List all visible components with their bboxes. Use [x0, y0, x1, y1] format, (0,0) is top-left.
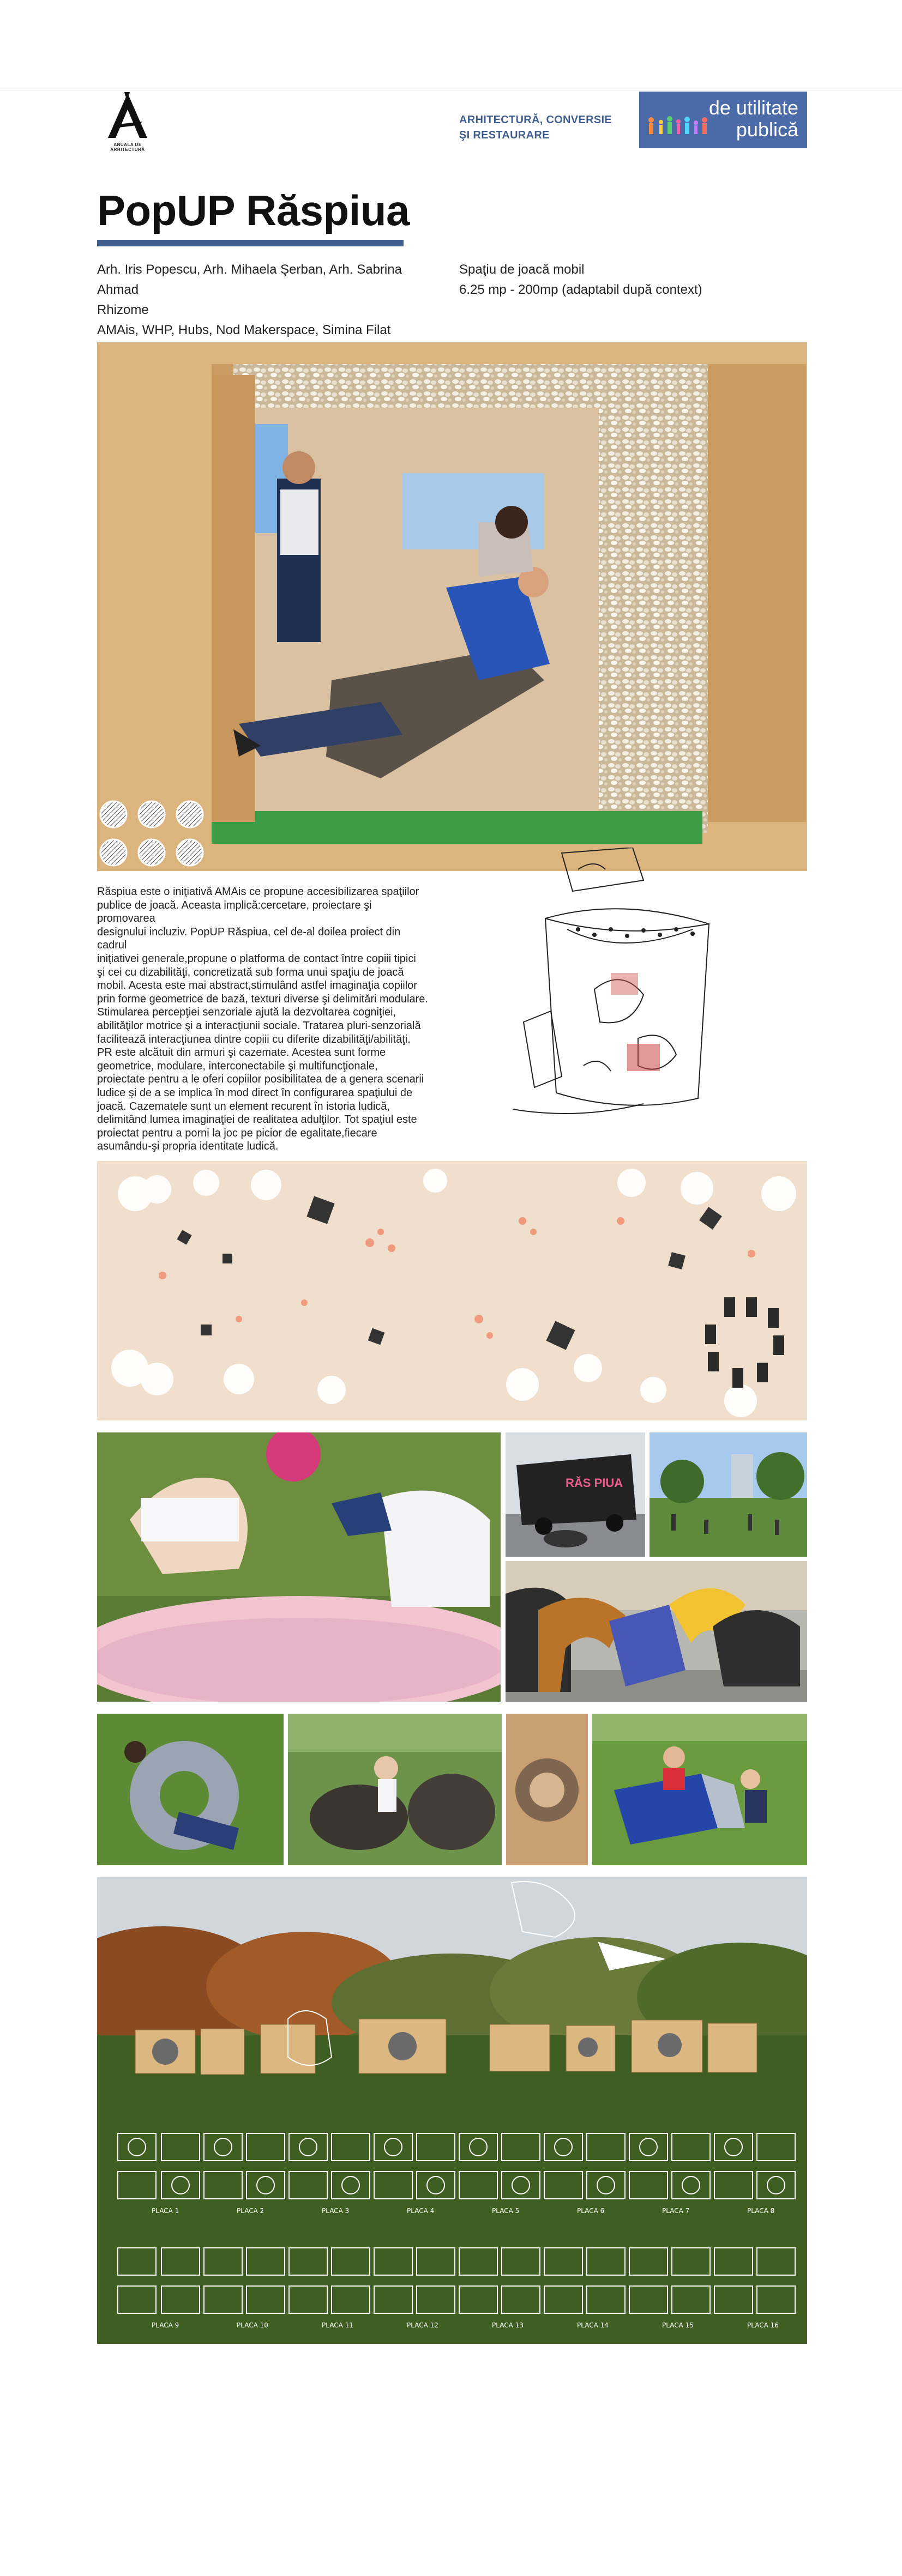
desc-line: geometrice, modulare, interconectabile şi multifuncţionale, — [97, 1060, 378, 1072]
site-plan — [97, 1161, 807, 1420]
desc-line: asumându-şi propria identitate ludică. — [97, 1140, 279, 1153]
plate-label: PLACA 10 — [237, 2321, 268, 2329]
hero-photo — [97, 342, 807, 871]
badge-line-2: publică — [736, 118, 798, 141]
plate-label: PLACA 11 — [322, 2321, 353, 2329]
van-label: RĂS PIUA — [566, 1476, 623, 1490]
plate-label: PLACA 12 — [407, 2321, 438, 2329]
project-description — [97, 885, 431, 1153]
section-line-2: ŞI RESTAURARE — [459, 129, 550, 141]
section-line-1: ARHITECTURĂ, CONVERSIE — [459, 114, 612, 126]
plate-label: PLACA 2 — [237, 2207, 264, 2215]
meta-partners: AMAis, WHP, Hubs, Nod Makerspace, Simina Filat — [97, 323, 391, 337]
meta-type: Spaţiu de joacă mobil — [459, 262, 585, 277]
people-icon — [646, 108, 711, 141]
plate-label: PLACA 8 — [747, 2207, 775, 2215]
plate-label: PLACA 1 — [152, 2207, 179, 2215]
desc-line: publice de joacă. Aceasta implică:cercetare, proiectare şi promovarea — [97, 899, 372, 925]
desc-line: facilitează interacţiunea dintre copiii cu diferite dizabilităţi/abilităţi. — [97, 1033, 411, 1045]
desc-line: Răspiua este o iniţiativă AMAis ce propune accesibilizarea spaţiilor — [97, 886, 419, 898]
meta-authors — [97, 259, 446, 340]
desc-line: şi cei cu dizabilităţi, concretizată sub forma unui spaţiu de joacă — [97, 966, 404, 978]
photo-van — [506, 1432, 645, 1557]
logo-label: ANUALA DE ARHITECTURĂ — [110, 142, 145, 152]
photo-colored-shapes — [506, 1561, 807, 1702]
plate-label: PLACA 9 — [152, 2321, 179, 2329]
photo-chalk-drawing — [97, 1432, 501, 1702]
badge-text — [709, 97, 798, 141]
photo-fur-cushion — [288, 1714, 502, 1865]
title-underline — [97, 240, 404, 246]
desc-line: delimitând lumea imaginaţiei de realitatea adulţilor. Tot spaţiul este — [97, 1114, 417, 1126]
utilitate-publica-badge — [639, 92, 807, 148]
photo-tunnel — [506, 1714, 588, 1865]
installation-plates-panel — [97, 1877, 807, 2344]
badge-line-1: de utilitate — [708, 96, 798, 119]
plate-label: PLACA 4 — [407, 2207, 435, 2215]
plate-label: PLACA 15 — [662, 2321, 694, 2329]
page-title: PopUP Răspiua — [97, 186, 410, 234]
plate-label: PLACA 5 — [492, 2207, 520, 2215]
plate-label: PLACA 7 — [662, 2207, 690, 2215]
meta-architects: Arh. Iris Popescu, Arh. Mihaela Şerban, Arh. Sabrina Ahmad — [97, 262, 402, 297]
photo-kids-blue-box — [592, 1714, 807, 1865]
meta-project — [459, 259, 808, 300]
desc-line: mobil. Acesta este mai abstract,stimulând astfel imaginaţia copiilor — [97, 979, 417, 992]
desc-line: prin forme geometrice de bază, texturi diverse şi delimitări modulare. — [97, 993, 428, 1005]
anuala-logo — [97, 90, 158, 150]
desc-line: iniţiativei generale,propune o platforma de contact între copiii tipici — [97, 952, 416, 965]
anuala-a-icon — [97, 90, 158, 142]
photo-park-crowd — [650, 1432, 807, 1557]
section-label — [459, 112, 612, 143]
desc-line: PR este alcătuit din armuri şi cazemate. Acestea sunt forme — [97, 1047, 386, 1059]
plate-label: PLACA 13 — [492, 2321, 524, 2329]
desc-line: proiectat pentru a porni la joc pe picior de egalitate,fiecare — [97, 1127, 377, 1139]
desc-line: joacă. Cazematele sunt un element recurent în istoria ludică, — [97, 1100, 390, 1112]
plate-label: PLACA 3 — [322, 2207, 350, 2215]
plate-label: PLACA 16 — [747, 2321, 779, 2329]
meta-area: 6.25 mp - 200mp (adaptabil după context) — [459, 282, 702, 297]
plate-label: PLACA 14 — [577, 2321, 609, 2329]
desc-line: ludice şi de a se implica în mod direct în configurarea spaţiului de — [97, 1086, 413, 1099]
plate-label: PLACA 6 — [577, 2207, 605, 2215]
desc-line: Stimularea percepţiei senzoriale ajută la dezvoltarea cogniţiei, — [97, 1006, 396, 1019]
desc-line: abilităţilor motrice şi a interacţiunii sociale. Tratarea pluri-senzorială — [97, 1019, 421, 1032]
meta-studio: Rhizome — [97, 303, 149, 317]
desc-line: proiectate pentru a le oferi copiilor posibilitatea de a genera scenarii — [97, 1073, 424, 1086]
desc-line: designului incluziv. PopUP Răspiua, cel de-al doilea proiect din cadrul — [97, 926, 401, 952]
playhouse-sketch — [513, 848, 774, 1131]
photo-child-cylinder — [97, 1714, 284, 1865]
